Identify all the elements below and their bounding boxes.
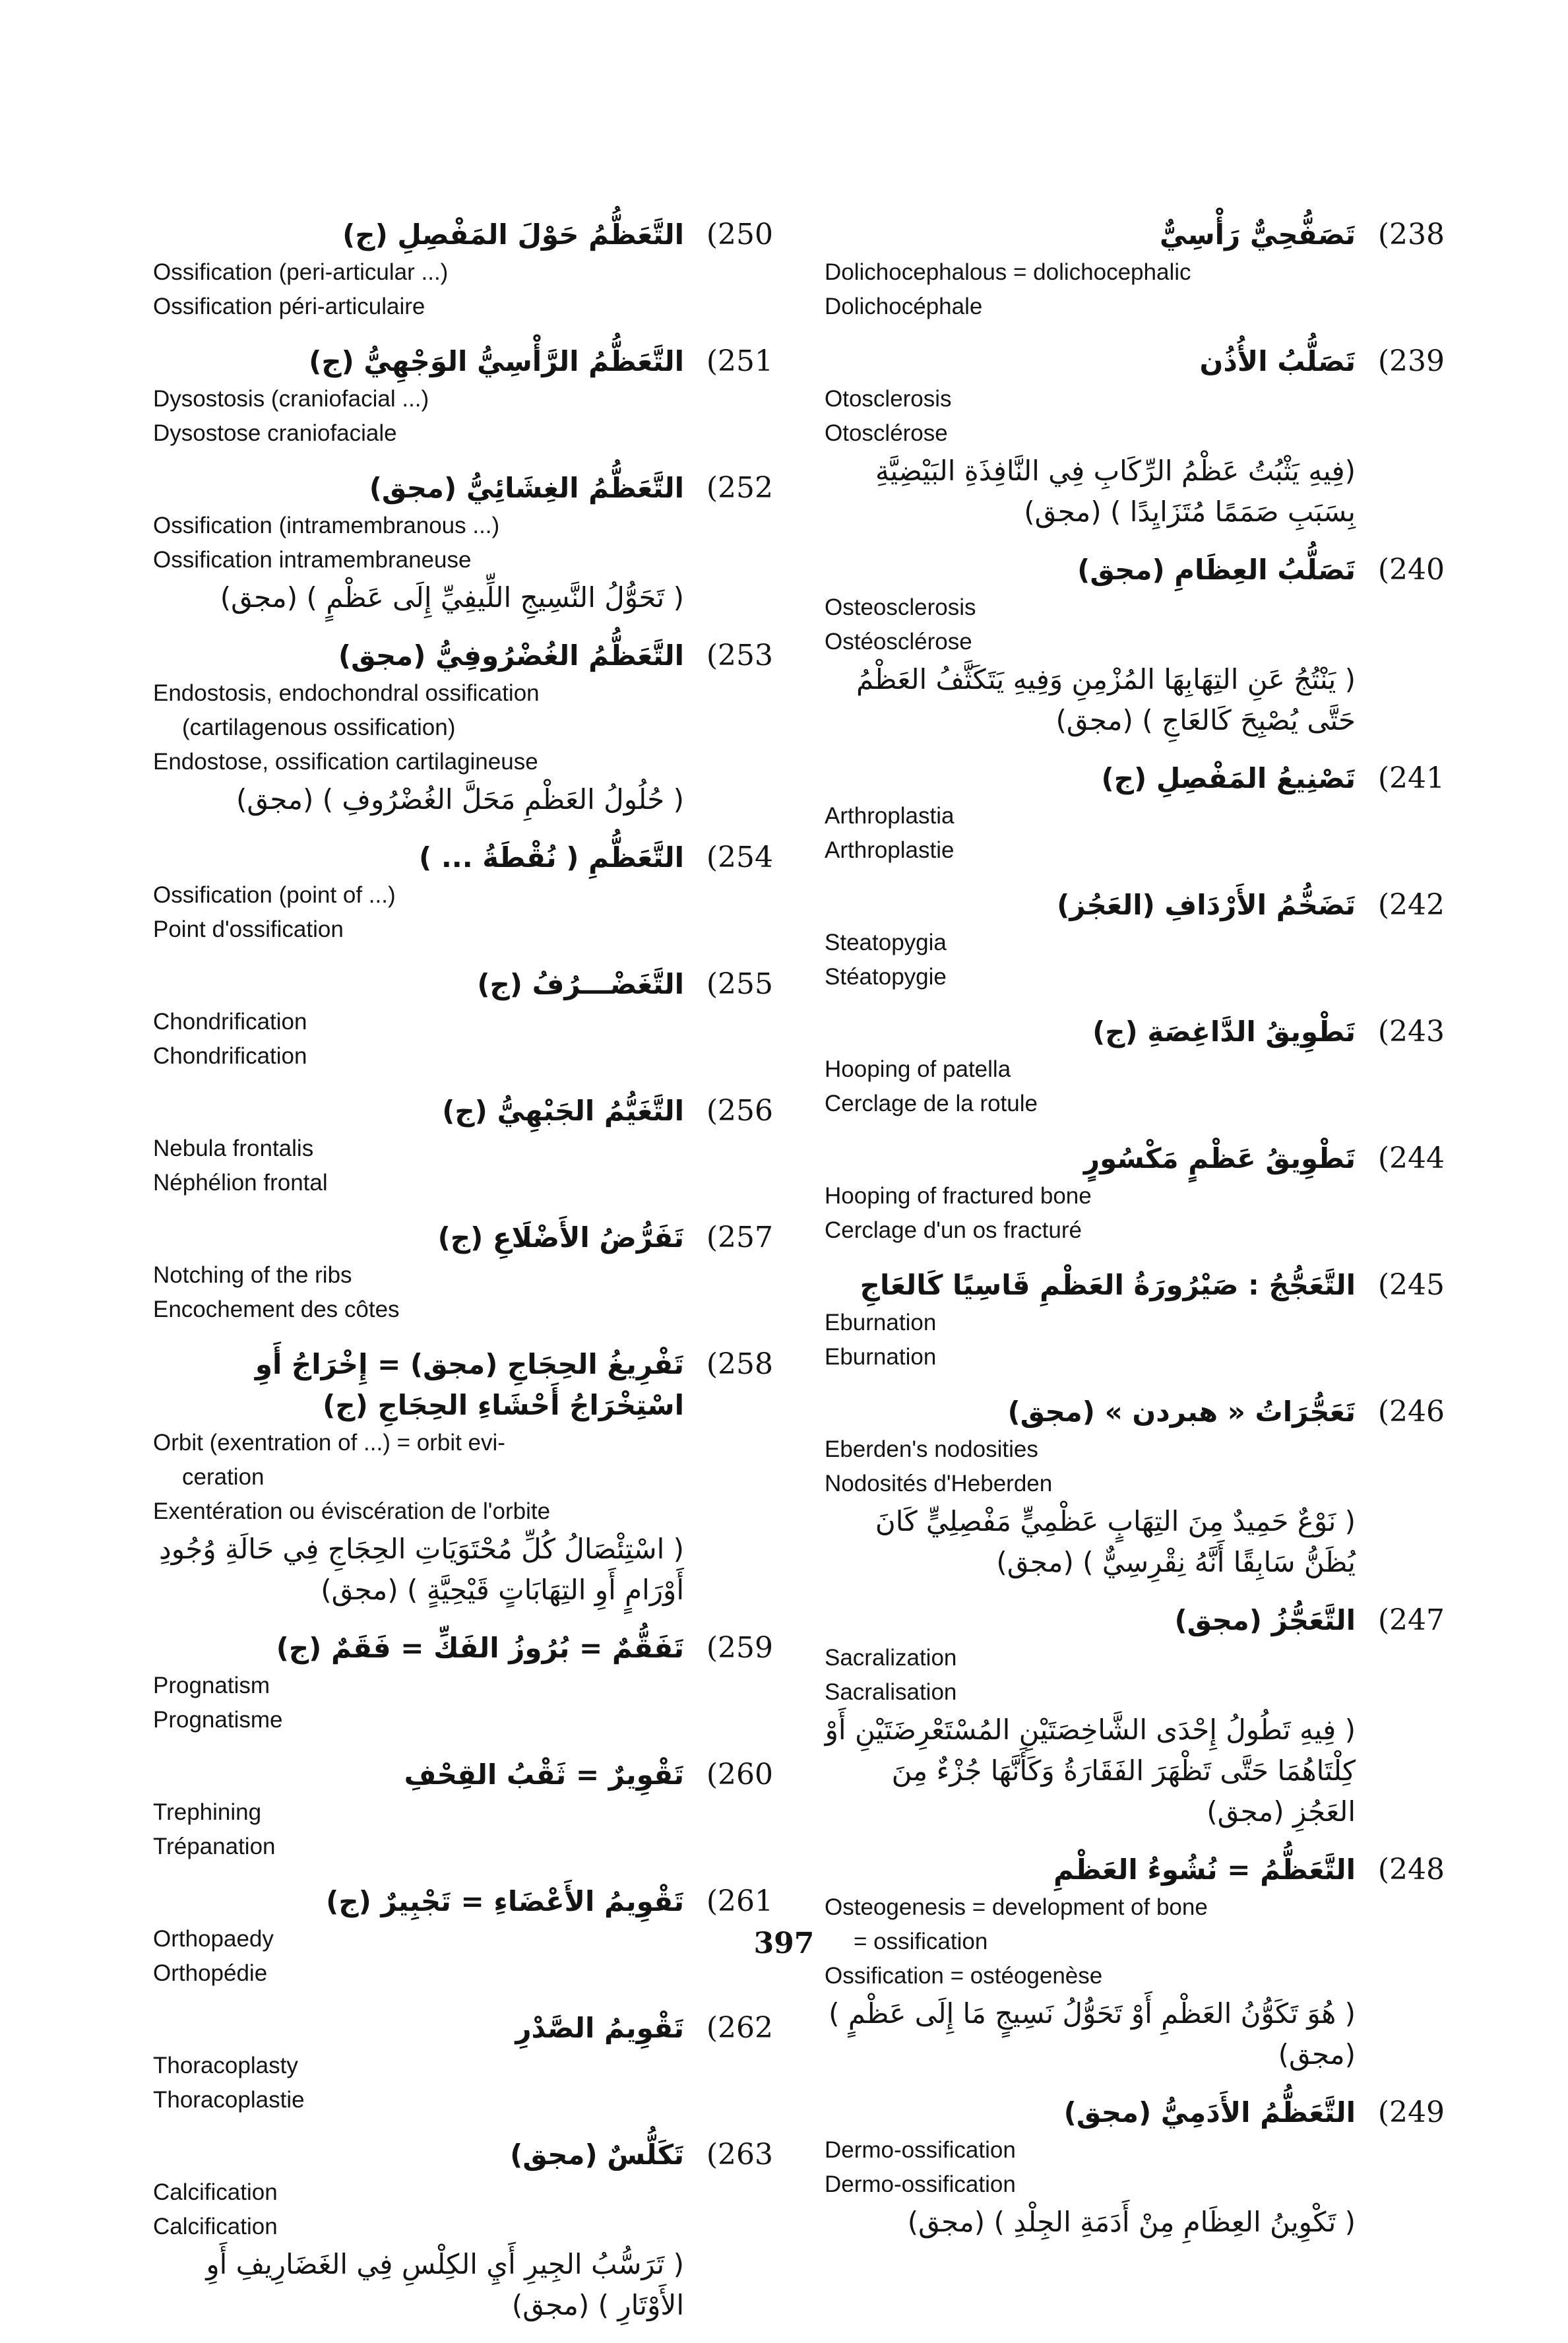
english-term: Chondrification [153,1009,307,1035]
entry-number: (246 [1377,1395,1445,1428]
french-term: Ossification péri-articulaire [153,294,425,319]
french-term: Stéatopygie [825,964,947,990]
entry-number: (245 [1377,1268,1445,1302]
arabic-term: تَصَلُّبُ العِظَامِ (مجق) [1077,554,1356,586]
arabic-definition: ( هُوَ تَكَوُّنُ العَظْمِ أَوْ تَحَوُّلُ نَسِيجٍ مَا إِلَى عَظْمٍ ) (مجق) [829,1997,1356,2070]
dictionary-entry [153,2008,773,2117]
arabic-definition: ( اسْتِئْصَالُ كُلِّ مُحْتَوَيَاتِ الحِجَاجِ فِي حَالَةِ وُجُودِ أَوْرَامٍ أَوِ التِهَابَاتٍ قَيْحِيَّةٍ ) (مجق) [159,1533,684,1606]
entry-number: (252 [706,471,773,505]
english-term: Nebula frontalis [153,1136,314,1161]
entry-number: (251 [706,344,773,378]
entry-number: (256 [706,1094,773,1128]
entry-number: (262 [706,2011,773,2045]
arabic-term: تَفَقُّمٌ = بُرُوزُ الفَكِّ = فَقَمٌ (ج) [276,1632,684,1664]
english-term: Orbit (exentration of ...) = orbit evi- [153,1430,505,1456]
entry-number: (242 [1377,888,1445,922]
arabic-term: تَقْوِيرٌ = ثَقْبُ القِحْفِ [404,1758,684,1791]
arabic-term: التَّغَيُّمُ الجَبْهِيُّ (ج) [442,1095,684,1127]
french-term: Prognatisme [153,1707,283,1733]
dictionary-entry [153,1344,773,1611]
dictionary-entry [153,214,773,324]
english-term: Eberden's nodosities [825,1436,1038,1462]
french-term: Ostéosclérose [825,629,972,655]
entry-number: (248 [1377,1853,1445,1886]
dictionary-entry [153,2134,773,2326]
french-term: Ossification intramembraneuse [153,547,472,573]
dictionary-entry [825,1138,1445,1248]
arabic-definition: ( تَكْوِينُ العِظَامِ مِنْ أَدَمَةِ الجِلْدِ ) (مجق) [907,2206,1356,2238]
english-term: Otosclerosis [825,386,952,412]
entry-number: (254 [706,841,773,874]
entry-number: (240 [1377,553,1445,587]
dictionary-entry [153,341,773,451]
arabic-term: التَّعَجُّجُ : صَيْرُورَةُ العَظْمِ قَاسِيًا كَالعَاجِ [860,1269,1356,1301]
dictionary-entry [153,635,773,820]
arabic-term: تَفَرُّضُ الأَضْلَاعِ (ج) [437,1221,684,1254]
arabic-definition: ( حُلُولُ العَظْمِ مَحَلَّ الغُضْرُوفِ ) (مجق) [235,783,684,816]
english-term: Ossification (peri-articular ...) [153,259,449,285]
entry-number: (257 [706,1221,773,1254]
entry-number: (260 [706,1758,773,1791]
dictionary-entry [153,1217,773,1327]
arabic-term: تَقْوِيمُ الصَّدْرِ [515,2012,684,2044]
arabic-term: تَضَخُّمُ الأَرْدَافِ (العَجُز) [1057,889,1356,921]
arabic-term: تَصْنِيعُ المَفْصِلِ (ج) [1101,762,1356,794]
dictionary-entry [153,468,773,618]
french-term: Trépanation [153,1834,276,1859]
english-term: Notching of the ribs [153,1262,352,1288]
english-term: Dysostosis (craniofacial ...) [153,386,429,412]
dictionary-entry [825,1600,1445,1832]
dictionary-entry [825,2092,1445,2243]
french-term: Endostose, ossification cartilagineuse [153,749,538,775]
arabic-definition: ( تَرَسُّبُ الجِيرِ أَيِ الكِلْسِ فِي الغَضَارِيفِ أَوِ الأَوْتَارِ ) (مجق) [206,2248,684,2321]
arabic-term: تَكَلُّسٌ (مجق) [510,2138,684,2171]
english-term-continued: = ossification [854,1929,988,1954]
arabic-term: تَصَفُّحِيٌّ رَأْسِيٌّ [1159,218,1356,251]
entry-number: (238 [1377,218,1445,251]
english-term: Steatopygia [825,930,947,955]
french-term: Sacralisation [825,1679,957,1705]
english-term: Osteogenesis = development of bone [825,1894,1208,1920]
arabic-term: التَّعَظُّمُ الغِشَائِيُّ (مجق) [369,472,684,504]
english-term: Orthopaedy [153,1926,274,1952]
english-term: Ossification (point of ...) [153,882,396,908]
entry-number: (239 [1377,344,1445,378]
dictionary-entry [825,1011,1445,1121]
english-term: Osteosclerosis [825,594,976,620]
arabic-term: تَفْرِيغُ الحِجَاجِ (مجق) = إِخْرَاجُ أَوِ اسْتِخْرَاجُ أَحْشَاءِ الحِجَاجِ (ج) [255,1348,684,1421]
arabic-term: التَّغَضْـــرُفُ (ج) [477,968,684,1000]
dictionary-entry [825,758,1445,868]
entry-number: (253 [706,639,773,672]
dictionary-entry [153,1091,773,1200]
french-term: Calcification [153,2214,278,2239]
arabic-term: تَصَلُّبُ الأُذُن [1199,345,1356,377]
entry-number: (261 [706,1884,773,1918]
english-term: Thoracoplasty [153,2053,298,2078]
english-term: Dermo-ossification [825,2137,1016,2163]
arabic-definition: ( فِيهِ تَطُولُ إِحْدَى الشَّاخِصَتَيْنِ المُسْتَعْرِضَتَيْنِ أَوْ كِلْتَاهُمَا حَتَّى تَظْهَرَ الفَقَارَةُ وَكَأَنَّهَا جُزْءٌ مِنَ العَجُزِ (مجق) [825,1714,1356,1828]
arabic-term: تَعَجُّرَاتُ « هبردن » (مجق) [1007,1396,1356,1428]
entry-number: (263 [706,2138,773,2171]
entry-number: (255 [706,967,773,1001]
entry-number: (258 [706,1347,773,1381]
entry-number: (244 [1377,1141,1445,1175]
french-term: Néphélion frontal [153,1170,328,1196]
arabic-definition: ( يَنْتُجُ عَنِ التِهَابِهَا المُزْمِنِ وَفِيهِ يَتَكَثَّفُ العَظْمُ حَتَّى يُصْبِحَ كَالعَاجِ ) (مجق) [856,663,1356,736]
english-term: Dolichocephalous = dolichocephalic [825,259,1191,285]
english-term: Sacralization [825,1645,957,1671]
entry-number: (241 [1377,761,1445,795]
french-term: Point d'ossification [153,916,344,942]
english-term: Trephining [153,1799,262,1825]
arabic-term: التَّعَظُّمُ الغُضْرُوفِيُّ (مجق) [338,639,684,672]
entry-number: (247 [1377,1603,1445,1637]
page-number: 397 [753,1927,815,1960]
entry-number: (249 [1377,2096,1445,2129]
english-term: Endostosis, endochondral ossification [153,680,540,706]
dictionary-entry [825,1265,1445,1374]
english-term-continued: (cartilagenous ossification) [182,715,456,740]
entry-number: (243 [1377,1015,1445,1048]
english-term: Arthroplastia [825,803,955,829]
english-term: Ossification (intramembranous ...) [153,513,500,538]
arabic-definition: ( نَوْعٌ حَمِيدٌ مِنَ التِهَابٍ عَظْمِيٍّ مَفْصِلِيٍّ كَانَ يُظَنُّ سَابِقًا أَنَّهُ نِقْرِسِيٌّ ) (مجق) [875,1505,1356,1578]
arabic-term: التَّعَظُّمُ حَوْلَ المَفْصِلِ (ج) [342,218,684,251]
arabic-term: التَّعَظُّمُ = نُشُوءُ العَظْمِ [1053,1853,1356,1886]
arabic-term: تَقْوِيمُ الأَعْضَاءِ = تَجْبِيرٌ (ج) [326,1885,684,1917]
dictionary-entry [153,1754,773,1864]
french-term: Nodosités d'Heberden [825,1471,1053,1496]
french-term: Cerclage de la rotule [825,1091,1038,1116]
english-term: Hooping of fractured bone [825,1183,1092,1209]
arabic-definition: ( تَحَوُّلُ النَّسِيجِ اللِّيفِيِّ إِلَى عَظْمٍ ) (مجق) [220,581,684,614]
dictionary-entry [825,341,1445,532]
arabic-term: التَّعَظُّمُ الأَدَمِيُّ (مجق) [1063,2096,1356,2129]
french-term: Otosclérose [825,420,948,446]
dictionary-entry [825,1849,1445,2075]
french-term: Arthroplastie [825,837,955,863]
french-term: Dysostose craniofaciale [153,420,397,446]
dictionary-entry [825,214,1445,324]
dictionary-entry [825,1392,1445,1583]
dictionary-entry [825,885,1445,994]
french-term: Orthopédie [153,1960,268,1986]
arabic-term: تَطْوِيقُ عَظْمٍ مَكْسُورٍ [1083,1142,1356,1174]
arabic-definition: (فِيهِ يَثْبُتُ عَظْمُ الرِّكَابِ فِي النَّافِذَةِ البَيْضِيَّةِ بِسَبَبِ صَمَمًا مُتَزَايِدًا ) (مجق) [875,455,1356,528]
dictionary-entry [153,964,773,1074]
arabic-term: التَّعَظُّمُ الرَّأْسِيُّ الوَجْهِيُّ (ج) [309,345,684,377]
dictionary-entry [825,550,1445,741]
arabic-term: التَّعَجُّزُ (مجق) [1174,1604,1356,1636]
french-term: Chondrification [153,1043,307,1069]
dictionary-entry [153,837,773,947]
french-term: Dolichocéphale [825,294,983,319]
english-term: Eburnation [825,1310,937,1335]
french-term: Exentération ou éviscération de l'orbite [153,1498,551,1524]
english-term: Hooping of patella [825,1056,1011,1082]
french-term: Ossification = ostéogenèse [825,1963,1103,1989]
left-column [153,214,773,2343]
english-term-continued: ceration [182,1464,265,1490]
french-term: Dermo-ossification [825,2171,1016,2197]
dictionary-entry [153,1628,773,1737]
french-term: Thoracoplastie [153,2087,305,2113]
english-term: Prognatism [153,1673,270,1698]
english-term: Calcification [153,2179,278,2205]
french-term: Cerclage d'un os fracturé [825,1217,1082,1243]
arabic-term: التَّعَظُّمِ ( نُقْطَةُ ... ) [419,841,684,874]
entry-number: (259 [706,1631,773,1665]
french-term: Eburnation [825,1344,937,1370]
arabic-term: تَطْوِيقُ الدَّاغِصَةِ (ج) [1092,1015,1356,1048]
entry-number: (250 [706,218,773,251]
french-term: Encochement des côtes [153,1297,400,1322]
